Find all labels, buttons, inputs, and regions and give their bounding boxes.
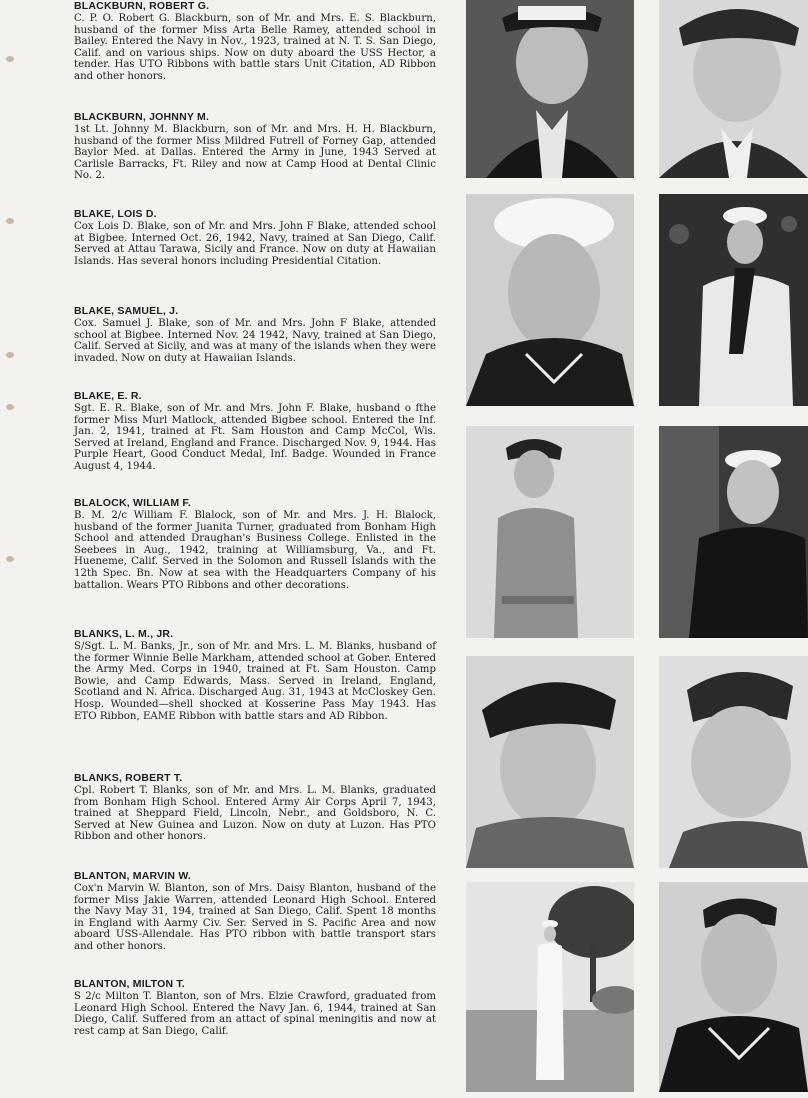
entry-blanton-marvin <box>74 870 436 953</box>
entry-name: BLACKBURN, ROBERT G. <box>74 0 210 12</box>
soldier-standing-image <box>466 426 634 638</box>
entry-name: BLALOCK, WILLIAM F. <box>74 497 191 509</box>
entry-name: BLACKBURN, JOHNNY M. <box>74 111 210 123</box>
entry-blake-lois <box>74 208 436 267</box>
entry-bio: S/Sgt. L. M. Banks, Jr., son of Mr. and Mrs. L. M. Blanks, husband of the former Winnie Belle Markham, attended school at Gober. Entered the Army Med. Corps in 1940, trained at Ft. Sam Houston. Camp Bowie, and Camp Edwards, Mass. Served in Ireland, England, Scotland and N. Africa. Discharged Aug. 31, 1943 at McCloskey Gen. Hosp. Wounded—shell shocked at Kosserine Pass May 1943. Has ETO Ribbon, EAME Ribbon with battle stars and AD Ribbon. <box>74 641 436 722</box>
portrait-photo <box>659 656 808 868</box>
army-officer-portrait-image <box>466 656 634 868</box>
entry-name: BLAKE, E. R. <box>74 390 142 402</box>
portrait-photo <box>466 426 634 638</box>
entry-bio: Sgt. E. R. Blake, son of Mr. and Mrs. John F. Blake, husband o fthe former Miss Murl Matlock, attended Bigbee school. Entered the Inf. Jan. 2, 1941, trained at Ft. Sam Houston and Camp McCol, Wis. Served at Ireland, England and France. Discharged Nov. 9, 1944. Has Purple Heart, Good Conduct Medal, Inf. Badge. Wounded in France August 4, 1944. <box>74 403 436 472</box>
binder-hole <box>6 404 14 410</box>
entry-blanks-lm <box>74 628 436 722</box>
sailor-outdoor-image <box>466 882 634 1092</box>
portrait-photo <box>466 194 634 406</box>
entry-name: BLAKE, SAMUEL, J. <box>74 305 179 317</box>
entry-bio: Cpl. Robert T. Blanks, son of Mr. and Mrs. L. M. Blanks, graduated from Bonham High School. Entered Army Air Corps April 7, 1943, trained at Sheppard Field, Lincoln, Nebr., and Goldsboro, N. C. Served at New Guinea and Luzon. Now on duty at Luzon. Has PTO Ribbon and other honors. <box>74 785 436 843</box>
portrait-photo <box>466 0 634 178</box>
entry-blake-er <box>74 390 436 473</box>
entry-bio: 1st Lt. Johnny M. Blackburn, son of Mr. and Mrs. H. H. Blackburn, husband of the former Miss Mildred Futrell of Forney Gap, attended Baylor Med. at Dallas. Entered the Army in June, 1943 Served at Carlisle Barracks, Ft. Riley and now at Camp Hood at Dental Clinic No. 2. <box>74 124 436 182</box>
binder-hole <box>6 218 14 224</box>
entry-name: BLANKS, ROBERT T. <box>74 772 183 784</box>
entry-bio: Cox. Samuel J. Blake, son of Mr. and Mrs. John F Blake, attended school at Bigbee. Interned Nov. 24 1942, Navy, trained at San Diego, Calif. Served at Sicily, and was at many of the islands when they were invaded. Now on duty at Hawaiian Islands. <box>74 318 436 364</box>
entry-blake-samuel <box>74 305 436 364</box>
portrait-photo <box>466 882 634 1092</box>
entry-name: BLANTON, MARVIN W. <box>74 870 191 882</box>
entry-blackburn-robert <box>74 0 436 83</box>
soldier-portrait-image <box>659 656 808 868</box>
portrait-photo <box>659 426 808 638</box>
officer-portrait-image <box>659 0 808 178</box>
entry-name: BLANKS, L. M., JR. <box>74 628 174 640</box>
entry-bio: Cox'n Marvin W. Blanton, son of Mrs. Daisy Blanton, husband of the former Miss Jakie Warren, attended Leonard High School. Entered the Navy May 31, 194, trained at San Diego, Calif. Spent 18 months in England with Aarmy Civ. Ser. Served in S. Pacific Area and now aboard USS-Allendale. Has PTO ribbon with battle transport stars and other honors. <box>74 883 436 952</box>
sailor-portrait-image <box>466 194 634 406</box>
binder-hole <box>6 556 14 562</box>
entry-bio: C. P. O. Robert G. Blackburn, son of Mr. and Mrs. E. S. Blackburn, husband of the former Miss Arta Belle Ramey, attended school in Bailey. Entered the Navy in Nov., 1923, trained at N. T. S. San Diego, Calif. and on various ships. Now on duty aboard the USS Hector, a tender. Has UTO Ribbons with battle stars Unit Citation, AD Ribbon and other honors. <box>74 13 436 82</box>
binder-hole <box>6 352 14 358</box>
entry-blanks-robert <box>74 772 436 843</box>
entry-bio: Cox Lois D. Blake, son of Mr. and Mrs. John F Blake, attended school at Bigbee. Interned Oct. 26, 1942, Navy, trained at San Diego, Calif. Served at Attau Tarawa, Sicily and France. Now on duty at Hawaiian Islands. Has several honors including Presidential Citation. <box>74 221 436 267</box>
portrait-photo <box>659 0 808 178</box>
entry-bio: S 2/c Milton T. Blanton, son of Mrs. Elzie Crawford, graduated from Leonard High School. Entered the Navy Jan. 6, 1944, trained at San Diego, Calif. Suffered from an attact of spinal meningitis and now at rest camp at San Diego, Calif. <box>74 991 436 1037</box>
entry-blalock-william <box>74 497 436 591</box>
portrait-photo <box>659 194 808 406</box>
portrait-photo <box>466 656 634 868</box>
sailor-portrait-image <box>659 882 808 1092</box>
sailor-portrait-image <box>659 426 808 638</box>
navy-officer-portrait-image <box>466 0 634 178</box>
binder-hole <box>6 56 14 62</box>
entry-blackburn-johnny <box>74 111 436 182</box>
sailor-standing-image <box>659 194 808 406</box>
entry-name: BLAKE, LOIS D. <box>74 208 157 220</box>
portrait-photo <box>659 882 808 1092</box>
entry-name: BLANTON, MILTON T. <box>74 978 185 990</box>
entry-bio: B. M. 2/c William F. Blalock, son of Mr. and Mrs. J. H. Blalock, husband of the former Juanita Turner, graduated from Bonham High School and attended Draughan's Business College. Enlisted in the Seebees in Aug., 1942, training at Williamsburg, Va., and Ft. Hueneme, Calif. Served in the Solomon and Russell Islands with the 12th Spec. Bn. Now at sea with the Headquarters Company of his battalion. Wears PTO Ribbons and other decorations. <box>74 510 436 591</box>
entry-blanton-milton <box>74 978 436 1037</box>
